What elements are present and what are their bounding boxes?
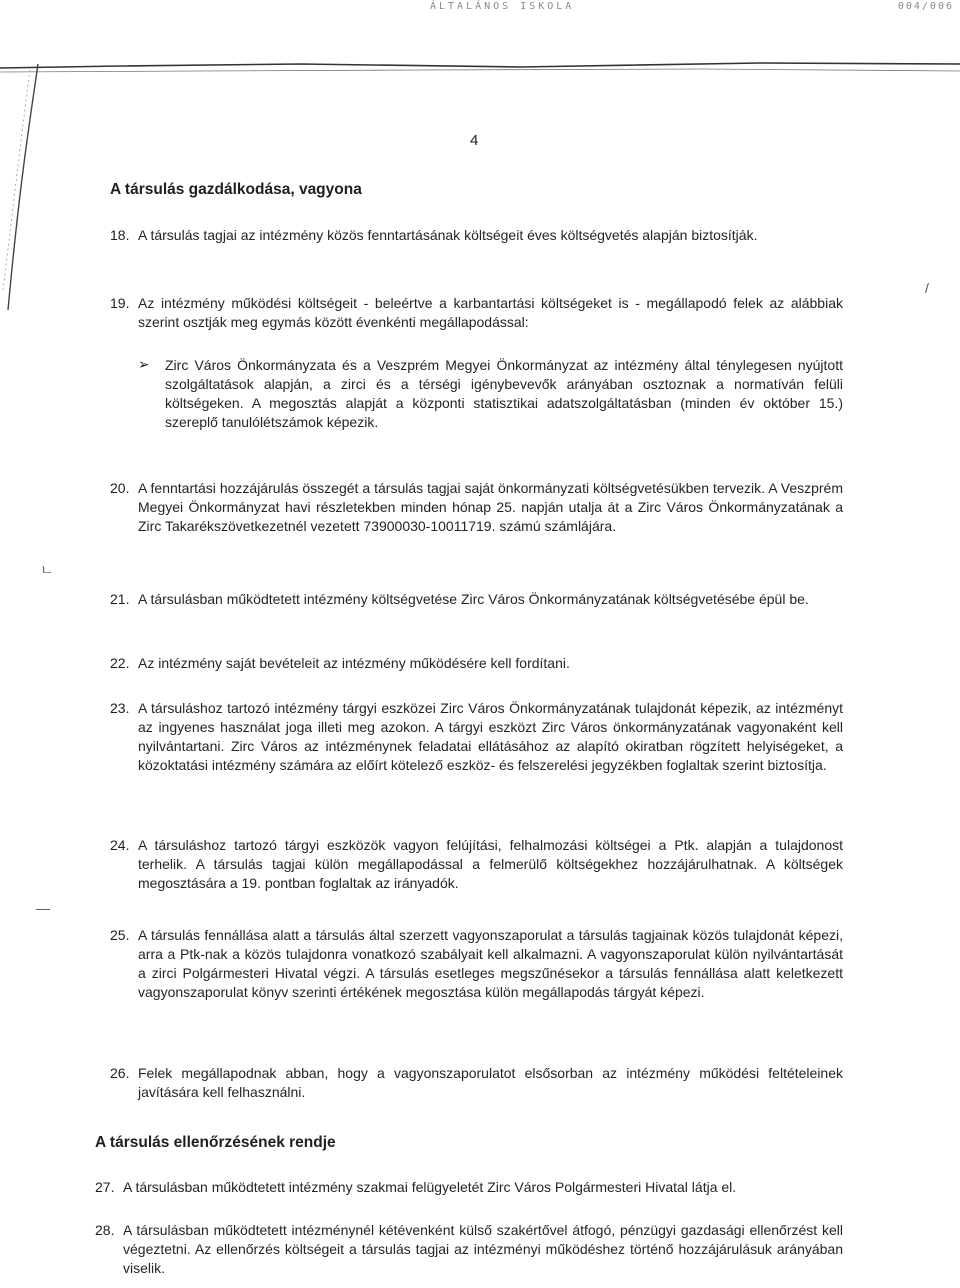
margin-mark: — [36,900,50,916]
item-number: 22. [110,655,130,671]
item-number: 23. [110,700,130,716]
item-19-bullet-text: Zirc Város Önkormányzata és a Veszprém Megyei Önkormányzat az intézmény által ténylegesen nyújtott szolgáltatások alapján, a zirci és a térségi igénybevevők arányában osztoznak a normatíván felüli költségeken. A megosztás alapját a központi statisztikai adatszolgáltatásban (minden év október 15.) szereplő tanulólétszámok képezik. [165,357,843,430]
item-28-text: A társulásban működtetett intézménynél kétévenként külső szakértővel átfogó, pénzügyi gazdasági ellenőrzést kell végeztetni. Az ellenőrzés költségeit a társulás tagjai az intézményi működéshez történő hozzájárulásuk arányában viselik. [123,1222,843,1276]
item-number: 25. [110,927,130,943]
margin-mark: ㄴ [40,562,54,578]
item-18-text: A társulás tagjai az intézmény közös fenntartásának költségeit éves költségvetés alapján biztosítják. [138,227,758,243]
section-heading-ellenorzes: A társulás ellenőrzésének rendje [95,1134,336,1151]
item-24-text: A társuláshoz tartozó tárgyi eszközök vagyon felújítási, felhalmozási költségei a Ptk. alapján a tulajdonost terhelik. A társulás tagjai külön megállapodással a felmerülő költségekhez hozzájárulhatnak. A költségek megosztására a 19. pontban foglaltak az irányadók. [138,837,843,891]
item-number: 21. [110,591,130,607]
item-22-text: Az intézmény saját bevételeit az intézmény működésére kell fordítani. [138,655,570,671]
margin-mark: / [925,280,929,296]
item-23-text: A társuláshoz tartozó intézmény tárgyi eszközei Zirc Város Önkormányzatának tulajdonát képezik, az intézményt az ingyenes használat joga illeti meg azokon. A tárgyi eszközt Zirc Város önkormányzatának vagyonaként kell nyilvántartani. Zirc Város az intézménynek feladatai ellátásához az alapító okiratban rögzített helyiségeket, a közoktatási intézmény számára az előírt kötelező eszköz- és felszerelési jegyzékben foglaltak szerint biztosítja. [138,700,843,773]
fax-header-center: ÁLTALÁNOS ISKOLA [430,1,575,12]
item-number: 24. [110,837,130,853]
fax-header-page: 004/006 [897,1,954,12]
item-number: 20. [110,480,130,496]
item-27-text: A társulásban működtetett intézmény szakmai felügyeletét Zirc Város Polgármesteri Hivatal látja el. [123,1179,737,1195]
item-26-text: Felek megállapodnak abban, hogy a vagyonszaporulatot elsősorban az intézmény működési feltételeinek javítására kell felhasználni. [138,1065,843,1100]
item-number: 27. [95,1179,115,1195]
item-number: 26. [110,1065,130,1081]
item-number: 19. [110,295,130,311]
page-number: 4 [470,132,479,149]
item-number: 28. [95,1222,115,1238]
item-19-text: Az intézmény működési költségeit - beleértve a karbantartási költségeket is - megállapodó felek az alábbiak szerint osztják meg egymás között évenkénti megállapodással: [138,295,843,330]
item-20-text: A fenntartási hozzájárulás összegét a társulás tagjai saját önkormányzati költségvetésükben tervezik. A Veszprém Megyei Önkormányzat havi részletekben minden hónap 25. napján utalja át a Zirc Város Önkormányzatának a Zirc Takarékszövetkezetnél vezetett 73900030-10011719. számú számlájára. [138,480,843,534]
item-21-text: A társulásban működtetett intézmény költségvetése Zirc Város Önkormányzatának költségvetésébe épül be. [138,591,809,607]
item-number: 18. [110,227,130,243]
section-heading-gazdalkodas: A társulás gazdálkodása, vagyona [110,181,362,198]
item-25-text: A társulás fennállása alatt a társulás által szerzett vagyonszaporulat a társulás tagjainak közös tulajdonát képezi, arra a Ptk-nak a közös tulajdonra vonatkozó szabályait kell alkalmazni. A vagyonszaporulat külön nyilvántartását a zirci Polgármesteri Hivatal végzi. A társulás esetleges megszűnésekor a társulás fennállása alatt keletkezett vagyonszaporulat könyv szerinti értékének megosztása külön megállapodás tárgyát képezi. [138,927,843,1000]
arrow-bullet-icon: ➢ [138,356,150,372]
